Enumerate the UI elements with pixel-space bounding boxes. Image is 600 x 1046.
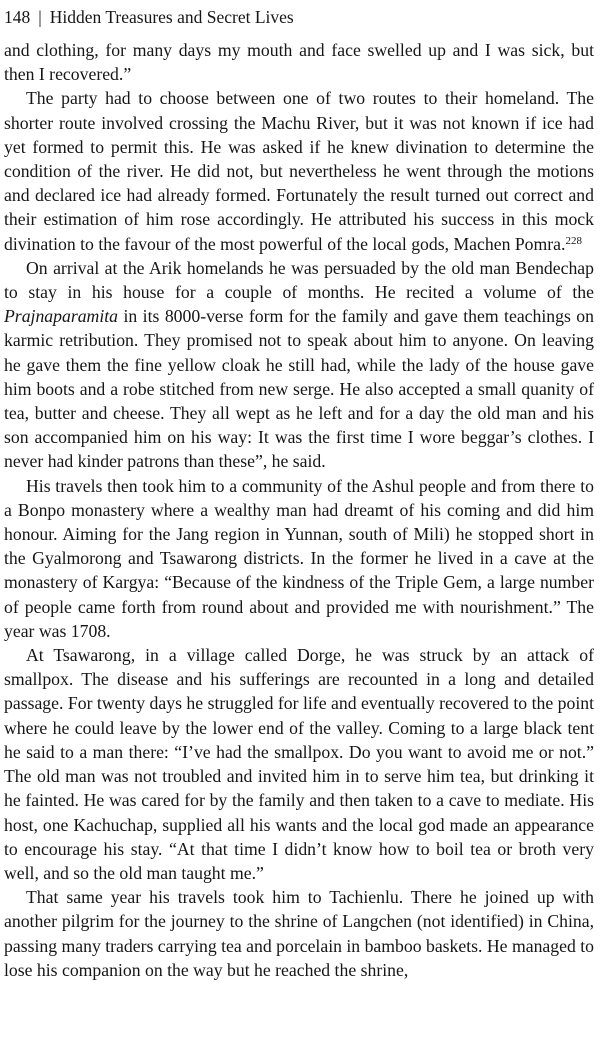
paragraph [4, 38, 594, 86]
paragraph [4, 474, 594, 643]
text-run: The party had to choose between one of two routes to their homeland. The shorter route involved crossing the Machu River, but it was not known if ice had yet formed to permit this. He was asked if he knew divination to determine the condition of the river. He did not, but nevertheless he went through the motions and declared ice had already formed. Fortunately the result turned out correct and their estimation of him rose accordingly. He attributed his success in this mock divination to the favour of the most powerful of the local gods, Machen Pomra. [4, 88, 594, 254]
book-title: Hidden Treasures and Secret Lives [49, 6, 294, 27]
paragraph [4, 643, 594, 885]
text-run: His travels then took him to a community of the Ashul people and from there to a Bonpo monastery where a wealthy man had dreamt of his coming and did him honour. Aiming for the Jang region in Yunnan, south of Mili) he stopped short in the Gyalmorong and Tsawarong districts. In the former he lived in a cave at the monastery of Kargya: “Because of the kindness of the Triple Gem, a large number of people came forth from round about and provided me with nourishment.” The year was 1708. [4, 475, 594, 641]
text-run: in its 8000-verse form for the family and gave them teachings on karmic retribution. They promised not to speak about him to anyone. On leaving he gave them the fine yellow cloak he still had, while the lady of the house gave him boots and a robe stitched from new serge. He also accepted a small quanity of tea, butter and cheese. They all wept as he left and for a day the old man and his son accompanied him on his way: It was the first time I wore beggar’s clothes. I never had kinder patrons than these”, he said. [4, 306, 594, 472]
footnote-marker: 228 [565, 234, 582, 247]
running-header [4, 0, 594, 34]
paragraph [4, 256, 594, 474]
italic-title: Prajnaparamita [4, 306, 118, 327]
text-run: That same year his travels took him to Tachienlu. There he joined up with another pilgrim for the journey to the shrine of Langchen (not identified) in China, passing many traders carrying tea and porcelain in bamboo baskets. He managed to lose his companion on the way but he reached the shrine, [4, 887, 594, 980]
body-text [4, 38, 594, 982]
paragraph [4, 86, 594, 255]
page-number: 148 [4, 6, 31, 27]
paragraph [4, 885, 594, 982]
text-run: At Tsawarong, in a village called Dorge, he was struck by an attack of smallpox. The disease and his sufferings are recounted in a long and detailed passage. For twenty days he struggled for life and eventually recovered to the point where he could leave by the lower end of the valley. Coming to a large black tent he said to a man there: “I’ve had the smallpox. Do you want to avoid me or not.” The old man was not troubled and invited him in to serve him tea, but drinking it he fainted. He was cared for by the family and then taken to a cave to mediate. His host, one Kachuchap, supplied all his wants and the local god made an appearance to encourage his stay. “At that time I didn’t know how to boil tea or broth very well, and so the old man taught me.” [4, 645, 594, 883]
text-run: On arrival at the Arik homelands he was persuaded by the old man Bendechap to stay in his house for a couple of months. He recited a volume of the [4, 257, 594, 303]
header-separator: | [38, 6, 42, 27]
text-run: and clothing, for many days my mouth and face swelled up and I was sick, but then I recovered.” [4, 40, 594, 85]
